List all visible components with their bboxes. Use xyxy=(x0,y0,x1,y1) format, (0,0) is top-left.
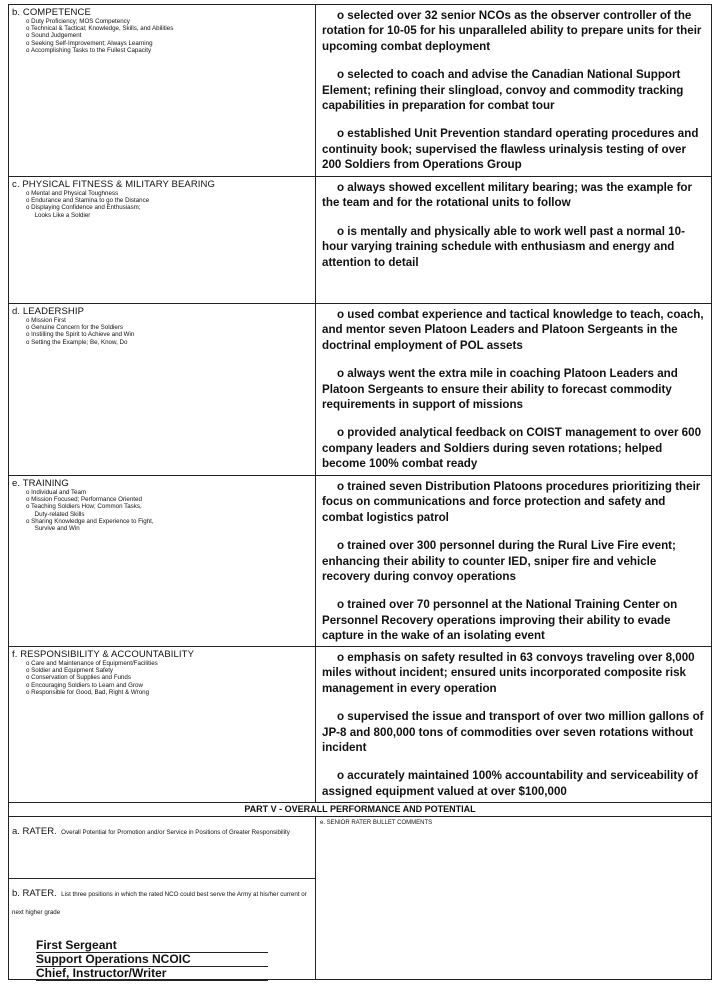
bullet-comment: o always went the extra mile in coaching Platoon Leaders and Platoon Sergeants to ensure their ability to forecast commodity requirements in support of missions xyxy=(322,367,678,412)
bullet-comment: o trained seven Distribution Platoons procedures prioritizing their focus on communications and force protection and safety and combat logistics patrol xyxy=(322,480,701,524)
bullet-comment: o emphasis on safety resulted in 63 convoys traveling over 8,000 miles without incident; ensured units incorporated composite risk management in every operation xyxy=(322,651,695,695)
recommended-positions xyxy=(36,939,315,981)
criteria-item: o Displaying Confidence and Enthusiasm; xyxy=(26,204,141,212)
criteria-item: Survive and Win xyxy=(26,525,80,533)
section-label-cell xyxy=(9,304,316,475)
criteria-item: o Individual and Team xyxy=(26,489,87,496)
section-physical-fitness xyxy=(9,177,711,304)
criteria-item: o Care and Maintenance of Equipment/Facilities xyxy=(26,660,158,667)
bullet-comment: o used combat experience and tactical knowledge to teach, coach, and mentor seven Platoon Leaders and Platoon Sergeants in the doctrinal employment of POL assets xyxy=(322,308,704,352)
criteria-item: o Sound Judgement xyxy=(26,32,82,40)
bullet-comment: o trained over 300 personnel during the Rural Live Fire event; enhancing their ability to counter IED, sniper fire and vehicle recovery during convoy operations xyxy=(322,539,676,584)
section-competence xyxy=(9,5,711,177)
bullet-comment: o is mentally and physically able to work well past a normal 10-hour varying training schedule with enthusiasm and energy and attention to detail xyxy=(322,224,685,269)
senior-rater-label: e. SENIOR RATER BULLET COMMENTS xyxy=(320,820,433,826)
rater-a-label: a. RATER. xyxy=(12,826,57,837)
rater-a-description: Overall Potential for Promotion and/or Service in Positions of Greater Responsibility xyxy=(61,829,290,836)
criteria-item: o Mental and Physical Toughness xyxy=(26,190,119,197)
rater-positions-cell xyxy=(9,879,316,979)
criteria-item: o Teaching Soldiers How; Common Tasks, xyxy=(26,503,142,511)
criteria-item: o Duty Proficiency; MOS Competency xyxy=(26,18,130,25)
criteria-item: o Technical & Tactical; Knowledge, Skills, and Abilities xyxy=(26,25,174,33)
rater-b-description: List three positions in which the rated NCO could best serve the Army at his/her current or next higher grade xyxy=(12,891,307,916)
criteria-item: o Encouraging Soldiers to Learn and Grow xyxy=(26,681,143,689)
bullet-comment: o always showed excellent military bearing; was the example for the team and for the rotational units to follow xyxy=(322,181,693,210)
criteria-item: o Genuine Concern for the Soldiers xyxy=(26,324,123,332)
bullet-comments-cell xyxy=(316,476,711,646)
bullet-comments-cell xyxy=(316,304,711,475)
bullet-comments-cell xyxy=(316,177,711,303)
section-label-cell xyxy=(9,177,316,303)
section-training xyxy=(9,476,711,647)
criteria-item: o Instilling the Spirit to Achieve and Win xyxy=(26,331,135,339)
section-title: f. RESPONSIBILITY & ACCOUNTABILITY xyxy=(12,649,195,660)
section-title: e. TRAINING xyxy=(12,478,69,489)
criteria-item: o Responsible for Good, Bad, Right & Wrong xyxy=(26,688,150,696)
bullet-comment: o provided analytical feedback on COIST management to over 600 company leaders and Soldiers during seven rotations; helped become 100% combat ready xyxy=(322,426,702,471)
criteria-item: Duty-related Skills xyxy=(26,510,85,518)
bullet-comments-cell xyxy=(316,5,711,176)
bullet-comment: o selected over 32 senior NCOs as the observer controller of the rotation for 10-05 for his unparalleled ability to prepare units for their upcoming combat deployment xyxy=(322,9,702,53)
section-title: d. LEADERSHIP xyxy=(12,306,85,317)
bullet-comment: o selected to coach and advise the Canadian National Support Element; refining their slingload, convoy and commodity tracking capabilities in preparation for combat tour xyxy=(322,68,684,113)
section-label-cell xyxy=(9,476,316,646)
ncoer-form xyxy=(8,4,712,980)
criteria-item: o Mission Focused; Performance Oriented xyxy=(26,496,142,504)
rater-potential-cell xyxy=(9,817,316,879)
section-label-cell xyxy=(9,5,316,176)
section-title: b. COMPETENCE xyxy=(12,7,91,18)
position-entry: First Sergeant xyxy=(36,939,268,953)
criteria-item: o Soldier and Equipment Safety xyxy=(26,667,114,675)
bullet-comment: o established Unit Prevention standard operating procedures and continuity book; supervised the flawless urinalysis testing of over 200 Soldiers from Operations Group xyxy=(322,127,699,172)
criteria-item: o Conservation of Supplies and Funds xyxy=(26,674,131,682)
criteria-item: o Mission First xyxy=(26,317,66,324)
bullet-comment: o trained over 70 personnel at the National Training Center on Personnel Recovery operations improving their ability to evade capture in the wake of an isolating event xyxy=(322,598,678,643)
bullet-comment: o supervised the issue and transport of over two million gallons of JP-8 and 800,000 tons of commodities over seven rotations without incident xyxy=(322,710,704,755)
section-label-cell xyxy=(9,647,316,802)
criteria-item: Looks Like a Soldier xyxy=(26,211,91,219)
section-title: c. PHYSICAL FITNESS & MILITARY BEARING xyxy=(12,179,215,190)
criteria-item: o Endurance and Stamina to go the Distance xyxy=(26,197,150,205)
rater-b-label: b. RATER. xyxy=(12,888,57,899)
senior-rater-comments-cell xyxy=(316,817,711,979)
position-entry: Support Operations NCOIC xyxy=(36,953,268,967)
criteria-item: o Setting the Example; Be, Know, Do xyxy=(26,338,128,346)
criteria-item: o Seeking Self-Improvement; Always Learning xyxy=(26,39,153,47)
part5-header: PART V - OVERALL PERFORMANCE AND POTENTIAL xyxy=(9,802,711,817)
section-leadership xyxy=(9,304,711,476)
criteria-item: o Accomplishing Tasks to the Fullest Capacity xyxy=(26,46,152,54)
position-entry: Chief, Instructor/Writer xyxy=(36,967,268,981)
bullet-comments-cell xyxy=(316,647,711,802)
bullet-comment: o accurately maintained 100% accountability and serviceability of assigned equipment valued at over $100,000 xyxy=(322,769,698,798)
criteria-item: o Sharing Knowledge and Experience to Fight, xyxy=(26,517,154,525)
section-responsibility xyxy=(9,647,711,802)
